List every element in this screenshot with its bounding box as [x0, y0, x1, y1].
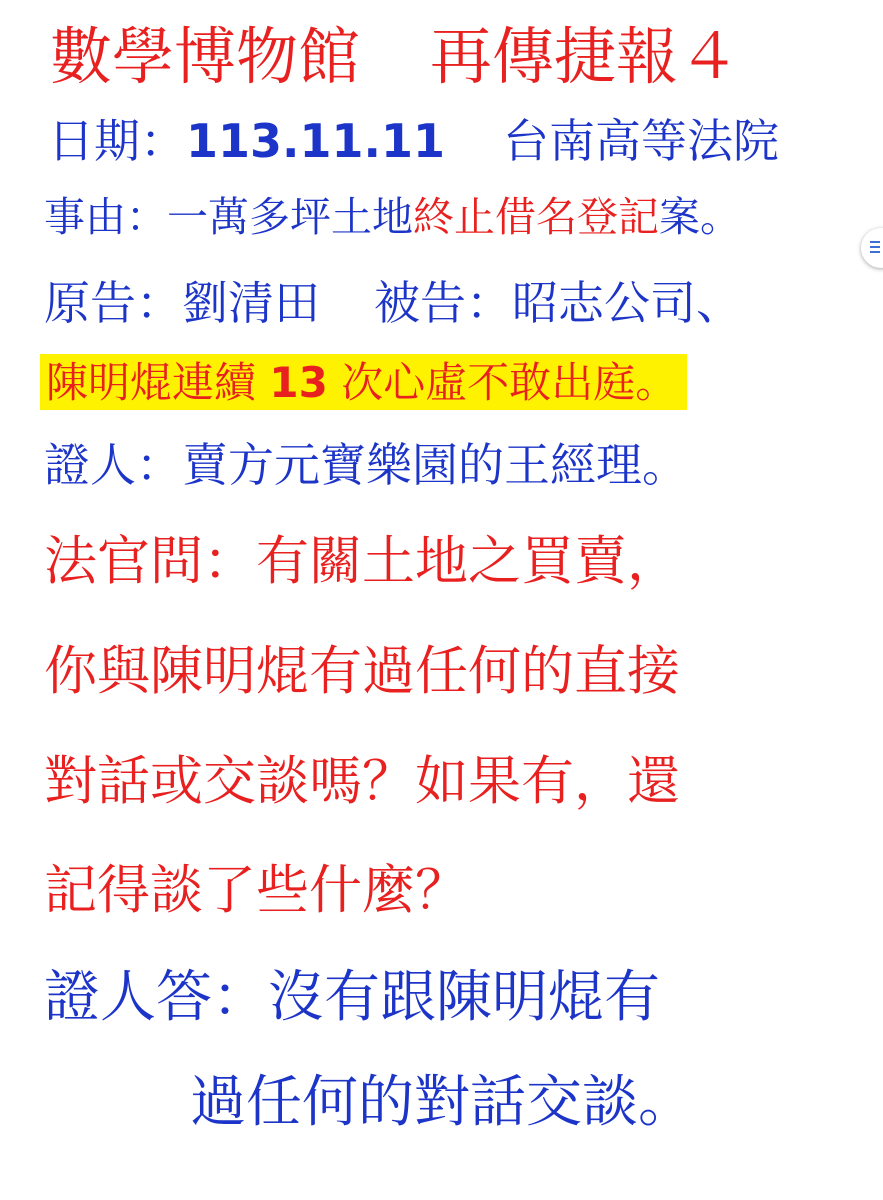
highlight-count: 13: [269, 358, 328, 407]
reason-label: 事由：一萬多坪土地: [44, 193, 413, 241]
page-title: [50, 20, 741, 93]
menu-button[interactable]: [861, 228, 883, 268]
date-court-line: [48, 114, 779, 168]
answer-line-2: 過任何的對話交談。: [190, 1070, 694, 1135]
witness-line: 證人：賣方元寶樂園的王經理。: [44, 438, 688, 492]
title-report: 再傳捷報４: [430, 20, 741, 93]
parties-line: [44, 276, 742, 330]
question-line-1: 法官問：有關土地之買賣，: [44, 531, 680, 592]
title-museum: 數學博物館: [50, 20, 361, 93]
highlight-banner: [40, 354, 687, 410]
court-name: 台南高等法院: [503, 114, 779, 168]
question-line-2: 你與陳明焜有過任何的直接: [44, 641, 680, 702]
highlight-rest: 次心虛不敢出庭。: [341, 358, 678, 407]
reason-highlight: 終止借名登記: [413, 193, 659, 241]
plaintiff-text: 原告：劉清田: [44, 276, 320, 330]
highlight-name: 陳明焜連續: [46, 358, 257, 407]
date-value: 113.11.11: [186, 114, 445, 168]
question-line-4: 記得談了些什麼？: [44, 860, 468, 921]
reason-line: [44, 193, 741, 241]
defendant-text: 被告：昭志公司、: [374, 276, 742, 330]
reason-suffix: 案。: [659, 193, 741, 241]
menu-icon: [870, 241, 880, 243]
question-line-3: 對話或交談嗎？如果有，還: [44, 751, 680, 812]
date-label: 日期：: [48, 114, 186, 168]
answer-line-1: 證人答：沒有跟陳明焜有: [44, 965, 660, 1030]
